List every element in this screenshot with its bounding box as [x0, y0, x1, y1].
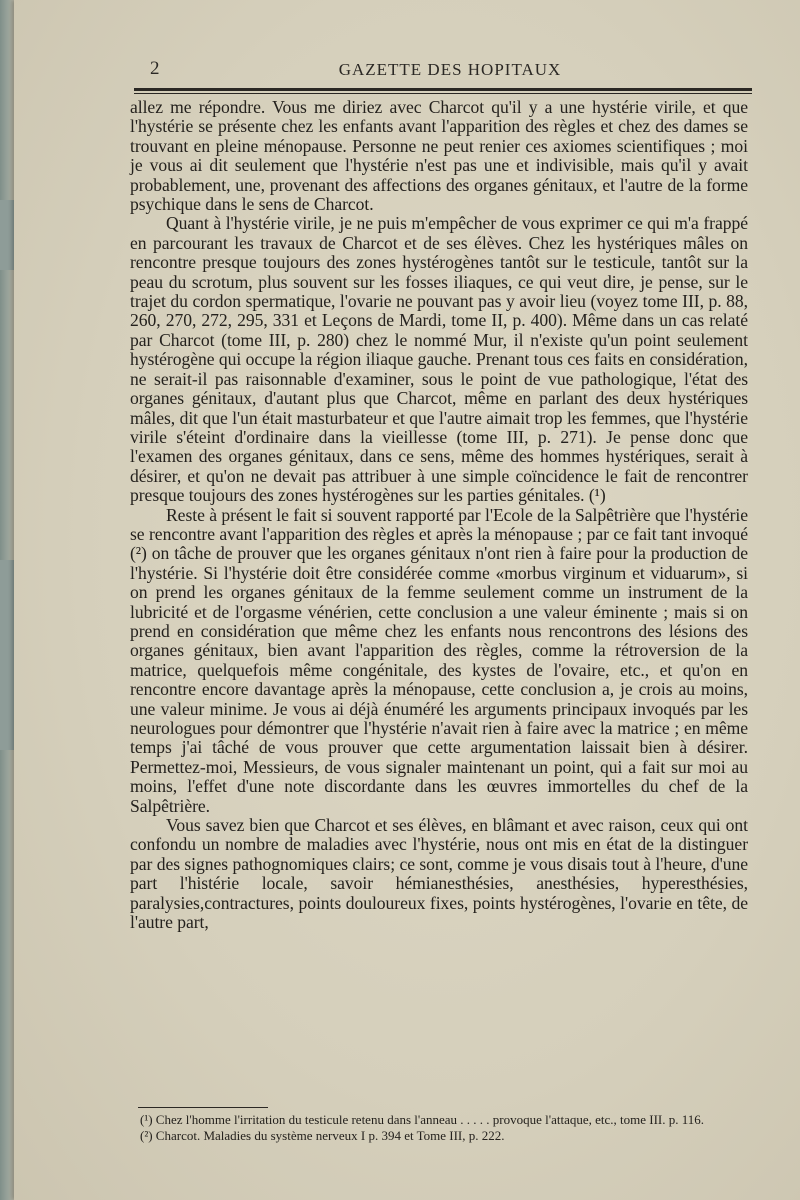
header-rule-thick	[134, 88, 752, 91]
article-body	[130, 98, 748, 932]
journal-title: GAZETTE DES HOPITAUX	[338, 60, 562, 79]
paragraph: Quant à l'hystérie virile, je ne puis m'empêcher de vous exprimer ce qui m'a frappé en parcourant les travaux de Charcot et de ses élèves. Chez les hystériques mâles on rencontre presque toujours des zones hystérogènes tantôt sur le testicule, tantôt sur la peau du scrotum, plus souvent sur les fosses iliaques, ce qui veut dire, je pense, sur le trajet du cordon spermatique, l'ovarie ne pouvant pas y avoir lieu (voyez tome III, p. 88, 260, 270, 272, 295, 331 et Leçons de Mardi, tome II, p. 400). Même dans un cas relaté par Charcot (tome III, p. 280) chez le nommé Mur, il n'existe qu'un point seulement hystérogène qui occupe la région iliaque gauche. Prenant tous ces faits en considération, ne serait-il pas raisonnable d'examiner, sous le point de vue pathologique, l'état des organes génitaux, d'autant plus que Charcot, même en parlant des deux hystériques mâles, dit que l'un était masturbateur et que l'autre aimait trop les femmes, que l'hystérie virile s'éteint d'ordinaire dans la vieillesse (tome III, p. 271). Je pense donc que l'examen des organes génitaux, dans ce sens, même des hommes hystériques, serait à désirer, et qu'on ne devait pas attribuer à une simple coïncidence le fait de rencontrer presque toujours des zones hystérogènes sur les parties génitales. (¹)	[130, 213, 748, 506]
footnote-rule	[138, 1107, 268, 1108]
footnote: (²) Charcot. Maladies du système nerveux I p. 394 et Tome III, p. 222.	[140, 1128, 505, 1143]
footnotes	[106, 1112, 726, 1144]
paragraph: Reste à présent le fait si souvent rapporté par l'Ecole de la Salpêtrière que l'hystérie se rencontre avant l'apparition des règles et après la ménopause ; par ce fait tant invoqué (²) on tâche de prouver que les organes génitaux n'ont rien à faire pour la production de l'hystérie. Si l'hystérie doit être considérée comme «morbus virginum et viduarum», si on prend les organes génitaux de la femme seulement comme un instrument de la lubricité et de l'orgasme vénérien, cette conclusion a une valeur éminente ; mais si on prend en considération que même chez les enfants nous rencontrons des lésions des organes génitaux, bien avant l'apparition des règles, comme la rétroversion de la matrice, quelquefois même congénitale, des kystes de l'ovaire, etc., et qu'on en rencontre encore davantage après la ménopause, cette conclusion a, je crois au moins, une valeur minime. Je vous ai déjà énuméré les arguments principaux invoqués par les neurologues pour démontrer que l'hystérie n'avait rien à faire avec la matrice ; en même temps j'ai tâché de vous prouver que cette argumentation laissait bien à désirer. Permettez-moi, Messieurs, de vous signaler maintenant un point, qui a fait sur moi au moins, l'effet d'une note discordante dans les œuvres immortelles du chef de la Salpêtrière.	[130, 504, 748, 816]
page-number: 2	[150, 58, 160, 79]
paragraph: allez me répondre. Vous me diriez avec Charcot qu'il y a une hystérie virile, et que l'hystérie se présente chez les enfants avant l'apparition des règles et chez des dames se trouvant en pleine ménopause. Personne ne peut renier ces axiomes scientifiques ; moi je vous ai dit seulement que l'hystérie n'est pas une et indivisible, mais qu'il y avait probablement, une, provenant des affections des organes génitaux, et l'autre de la forme psychique dans le sens de Charcot.	[130, 97, 748, 215]
page-header	[150, 58, 750, 84]
paragraph: Vous savez bien que Charcot et ses élèves, en blâmant et avec raison, ceux qui ont confondu un nombre de maladies avec l'hystérie, nous ont mis en état de la distinguer par des signes pathognomiques clairs; ce sont, comme je vous disais tout à l'heure, d'une part l'histérie locale, savoir hémianesthésies, anesthésies, hyperesthésies, paralysies,contractures, points douloureux fixes, points hystérogènes, l'ovarie en tête, de l'autre part,	[130, 815, 748, 933]
header-rule-thin	[134, 93, 752, 94]
footnote: (¹) Chez l'homme l'irritation du testicule retenu dans l'anneau . . . . . provoque l'attaque, etc., tome III. p. 116.	[140, 1112, 705, 1127]
